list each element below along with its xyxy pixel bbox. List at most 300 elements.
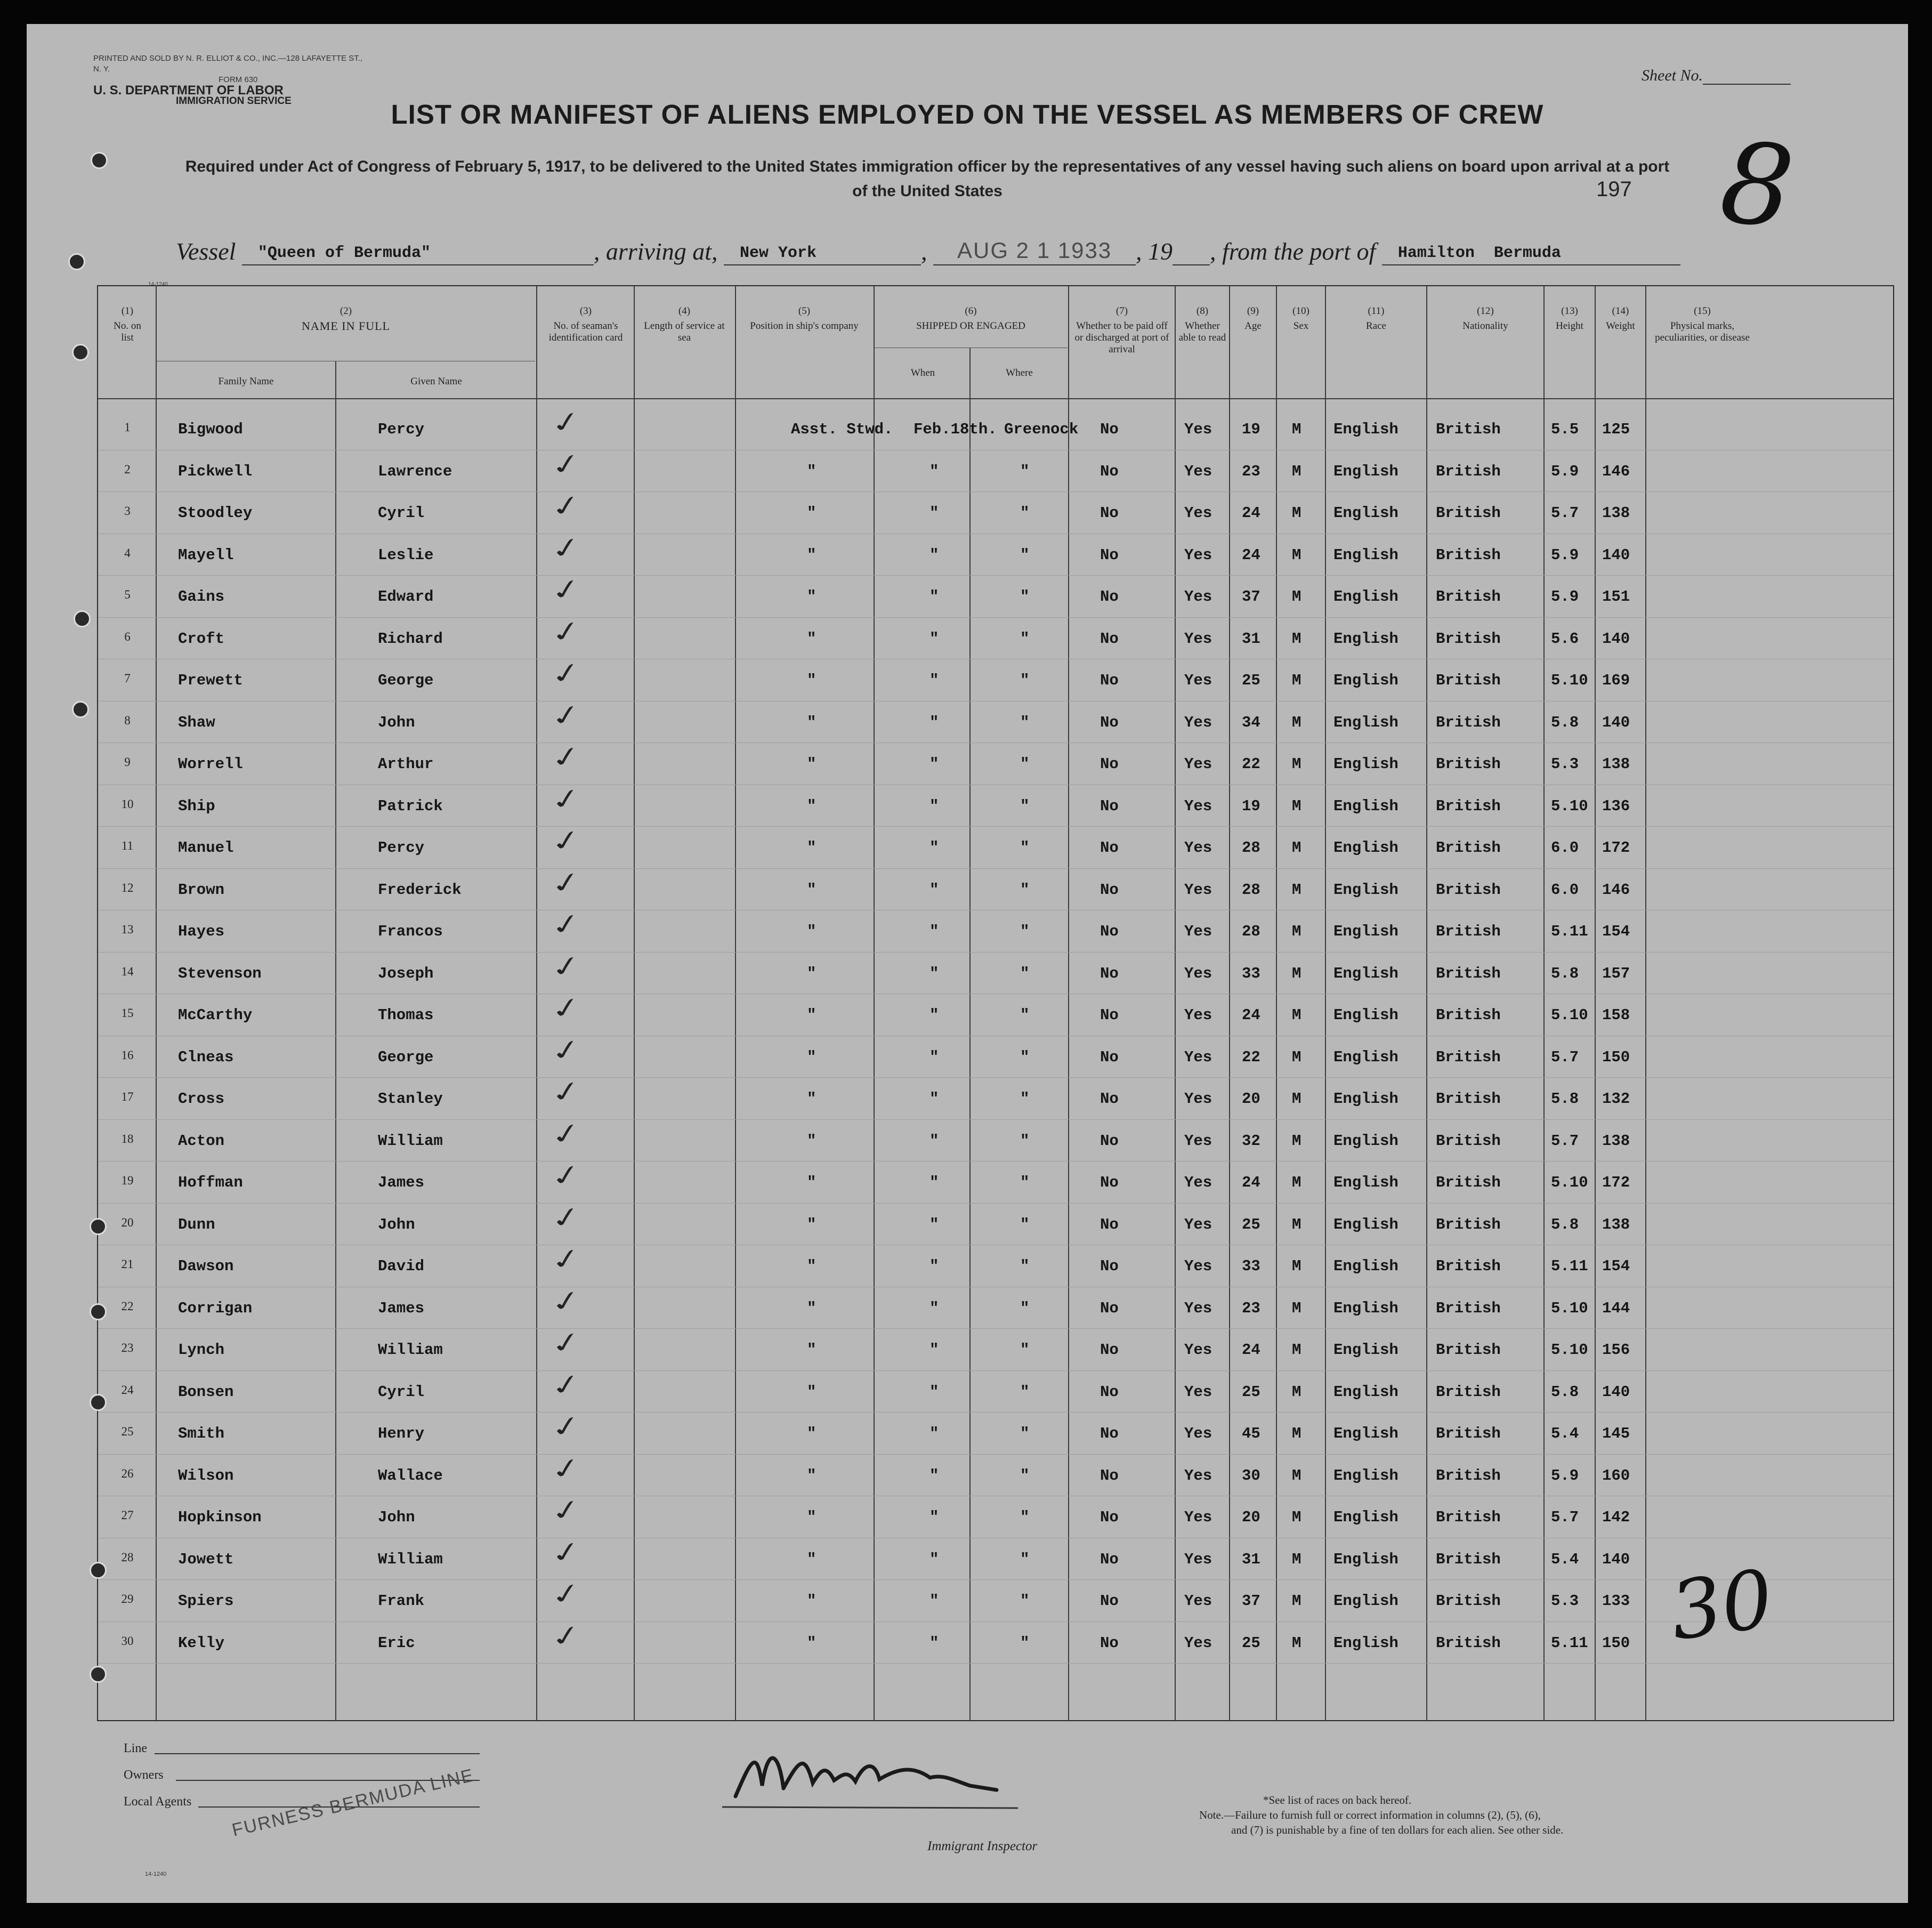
race-cell: English <box>1333 1341 1399 1359</box>
printer-line: PRINTED AND SOLD BY N. R. ELLIOT & CO., INC.—128 LAFAYETTE ST., N. Y. <box>93 54 363 74</box>
check-mark-icon: ✓ <box>547 1241 586 1277</box>
shipped-when-cell: " <box>929 546 939 564</box>
nationality-cell: British <box>1436 1090 1501 1108</box>
race-cell: English <box>1333 839 1399 857</box>
able-to-read-cell: Yes <box>1184 1592 1212 1610</box>
age-cell: 28 <box>1242 839 1260 857</box>
nationality-cell: British <box>1436 462 1501 480</box>
given-name-cell: Percy <box>378 839 425 857</box>
shipped-when-cell: " <box>929 713 939 731</box>
race-cell: English <box>1333 1383 1399 1401</box>
able-to-read-cell: Yes <box>1184 588 1212 606</box>
age-cell: 37 <box>1242 1592 1260 1610</box>
able-to-read-cell: Yes <box>1184 1090 1212 1108</box>
check-mark-icon: ✓ <box>547 1493 586 1528</box>
weight-cell: 140 <box>1602 1550 1630 1568</box>
header-where: Where <box>1006 367 1033 378</box>
shipped-where-cell: " <box>1020 1592 1030 1610</box>
given-name-cell: Arthur <box>378 755 434 773</box>
age-cell: 33 <box>1242 964 1260 982</box>
line-label: Line <box>124 1741 147 1755</box>
height-cell: 5.10 <box>1551 672 1588 689</box>
header-shipped: (6) SHIPPED OR ENGAGED <box>916 305 1025 332</box>
check-mark-icon: ✓ <box>547 1116 586 1152</box>
age-cell: 20 <box>1242 1090 1260 1108</box>
sex-cell: M <box>1292 1048 1302 1066</box>
given-name-cell: Francos <box>378 923 443 940</box>
height-cell: 5.8 <box>1551 1383 1579 1401</box>
sex-cell: M <box>1292 1132 1302 1150</box>
nationality-cell: British <box>1436 1215 1501 1233</box>
nationality-cell: British <box>1436 1299 1501 1317</box>
given-name-cell: James <box>378 1299 425 1317</box>
weight-cell: 157 <box>1602 964 1630 982</box>
paid-off-cell: No <box>1100 1006 1119 1024</box>
nationality-cell: British <box>1436 1006 1501 1024</box>
shipped-when-cell: " <box>929 1048 939 1066</box>
sex-cell: M <box>1292 923 1302 940</box>
given-name-cell: William <box>378 1132 443 1150</box>
row-number: 1 <box>124 421 131 434</box>
shipped-when-cell: " <box>929 839 939 857</box>
shipped-when-cell: " <box>929 1090 939 1108</box>
check-mark-icon: ✓ <box>547 1576 586 1612</box>
header-position: (5) Position in ship's company <box>750 305 859 332</box>
row-number: 24 <box>121 1383 134 1397</box>
height-cell: 5.11 <box>1551 923 1588 940</box>
position-cell: " <box>807 1383 817 1401</box>
height-cell: 5.9 <box>1551 588 1579 606</box>
weight-cell: 146 <box>1602 881 1630 899</box>
given-name-cell: Lawrence <box>378 462 452 480</box>
weight-cell: 138 <box>1602 755 1630 773</box>
position-cell: " <box>807 588 817 606</box>
check-mark-icon: ✓ <box>547 1618 586 1654</box>
paid-off-cell: No <box>1100 421 1119 438</box>
family-name-cell: Jowett <box>178 1550 234 1568</box>
sex-cell: M <box>1292 421 1302 438</box>
check-mark-icon: ✓ <box>547 1534 586 1570</box>
paid-off-cell: No <box>1100 1466 1119 1485</box>
check-mark-icon: ✓ <box>547 530 586 566</box>
position-cell: " <box>807 1341 817 1359</box>
given-name-cell: James <box>378 1174 425 1191</box>
row-number: 26 <box>121 1466 134 1480</box>
from-port: Hamilton Bermuda <box>1397 244 1561 262</box>
paid-off-cell: No <box>1100 1090 1119 1108</box>
weight-cell: 138 <box>1602 504 1630 522</box>
table-row <box>98 1409 1893 1461</box>
given-name-cell: Richard <box>378 630 443 648</box>
able-to-read-cell: Yes <box>1184 504 1212 522</box>
given-name-cell: Frank <box>378 1592 425 1610</box>
table-row <box>98 1576 1893 1628</box>
vessel-name: "Queen of Bermuda" <box>257 244 431 262</box>
age-cell: 33 <box>1242 1257 1260 1275</box>
paid-off-cell: No <box>1100 797 1119 815</box>
age-cell: 19 <box>1242 421 1260 438</box>
age-cell: 25 <box>1242 1215 1260 1233</box>
check-mark-icon: ✓ <box>547 907 586 942</box>
weight-cell: 133 <box>1602 1592 1630 1610</box>
year-blank <box>1173 240 1210 265</box>
paid-off-cell: No <box>1100 1299 1119 1317</box>
position-cell: " <box>807 1425 817 1442</box>
able-to-read-cell: Yes <box>1184 1425 1212 1442</box>
weight-cell: 160 <box>1602 1466 1630 1485</box>
table-row <box>98 1618 1893 1670</box>
able-to-read-cell: Yes <box>1184 1383 1212 1401</box>
row-number: 16 <box>121 1048 134 1062</box>
binder-hole <box>72 701 89 718</box>
age-cell: 32 <box>1242 1132 1260 1150</box>
shipped-when-cell: " <box>929 1174 939 1191</box>
shipped-when-cell: " <box>929 1257 939 1275</box>
family-name-cell: Prewett <box>178 672 243 689</box>
race-cell: English <box>1333 1048 1399 1066</box>
nationality-cell: British <box>1436 797 1501 815</box>
row-number: 17 <box>121 1090 134 1103</box>
family-name-cell: Lynch <box>178 1341 225 1359</box>
nationality-cell: British <box>1436 672 1501 689</box>
vessel-line: Vessel "Queen of Bermuda" , arriving at, New York , AUG 2 1 1933 , 19 , from the port of Hamilton Bermuda <box>176 237 1695 265</box>
race-cell: English <box>1333 1090 1399 1108</box>
arriving-port: New York <box>739 244 817 262</box>
shipped-where-cell: " <box>1020 797 1030 815</box>
sex-cell: M <box>1292 797 1302 815</box>
family-name-cell: Spiers <box>178 1592 234 1610</box>
nationality-cell: British <box>1436 881 1501 899</box>
row-number: 5 <box>124 588 131 601</box>
height-cell: 5.4 <box>1551 1550 1579 1568</box>
position-cell: " <box>807 1048 817 1066</box>
able-to-read-cell: Yes <box>1184 713 1212 731</box>
table-row <box>98 865 1893 917</box>
paid-off-cell: No <box>1100 1048 1119 1066</box>
position-cell: " <box>807 1257 817 1275</box>
shipped-when-cell: " <box>929 881 939 899</box>
shipped-where-cell: " <box>1020 1341 1030 1359</box>
race-cell: English <box>1333 1425 1399 1442</box>
header-family-name: Family Name <box>218 376 274 387</box>
family-name-cell: Stevenson <box>178 964 262 982</box>
position-cell: " <box>807 1215 817 1233</box>
weight-cell: 140 <box>1602 1383 1630 1401</box>
binder-hole <box>74 610 91 627</box>
weight-cell: 125 <box>1602 421 1630 438</box>
row-number: 19 <box>121 1174 134 1187</box>
check-mark-icon: ✓ <box>547 1032 586 1068</box>
position-cell: " <box>807 881 817 899</box>
note-line: *See list of races on back hereof. <box>1263 1794 1412 1806</box>
family-name-cell: Pickwell <box>178 462 253 480</box>
shipped-where-cell: " <box>1020 1174 1030 1191</box>
sex-cell: M <box>1292 713 1302 731</box>
race-cell: English <box>1333 1174 1399 1191</box>
nationality-cell: British <box>1436 1383 1501 1401</box>
binder-hole <box>91 152 108 169</box>
weight-cell: 169 <box>1602 672 1630 689</box>
age-cell: 28 <box>1242 881 1260 899</box>
header-sex: (10) Sex <box>1292 305 1309 332</box>
nationality-cell: British <box>1436 1132 1501 1150</box>
weight-cell: 144 <box>1602 1299 1630 1317</box>
row-number: 21 <box>121 1257 134 1271</box>
check-mark-icon: ✓ <box>547 1074 586 1110</box>
position-cell: Asst. Stwd. <box>791 421 893 438</box>
weight-cell: 142 <box>1602 1508 1630 1526</box>
year-prefix: 197 <box>1596 178 1632 201</box>
race-cell: English <box>1333 755 1399 773</box>
table-row <box>98 1450 1893 1503</box>
position-cell: " <box>807 1006 817 1024</box>
handwritten-sheet-number: 8 <box>1715 116 1800 254</box>
table-row <box>98 948 1893 1001</box>
shipped-where-cell: " <box>1020 1299 1030 1317</box>
sex-cell: M <box>1292 1215 1302 1233</box>
paid-off-cell: No <box>1100 1425 1119 1442</box>
given-name-cell: David <box>378 1257 425 1275</box>
weight-cell: 140 <box>1602 713 1630 731</box>
height-cell: 5.9 <box>1551 1466 1579 1485</box>
check-mark-icon: ✓ <box>547 572 586 608</box>
form-number: FORM 630 <box>219 75 258 84</box>
paid-off-cell: No <box>1100 1174 1119 1191</box>
paid-off-cell: No <box>1100 1634 1119 1652</box>
family-name-cell: Cross <box>178 1090 225 1108</box>
row-number: 2 <box>124 462 131 476</box>
sex-cell: M <box>1292 1466 1302 1485</box>
able-to-read-cell: Yes <box>1184 1341 1212 1359</box>
header-paid-off: (7) Whether to be paid off or discharged at port of arrival <box>1074 305 1169 355</box>
paid-off-cell: No <box>1100 462 1119 480</box>
inspector-signature <box>720 1727 1093 1834</box>
owners-label: Owners <box>124 1768 164 1782</box>
shipped-where-cell: " <box>1020 1257 1030 1275</box>
shipped-when-cell: " <box>929 462 939 480</box>
table-row <box>98 1325 1893 1377</box>
paid-off-cell: No <box>1100 1550 1119 1568</box>
check-mark-icon: ✓ <box>547 781 586 817</box>
family-name-cell: Ship <box>178 797 215 815</box>
check-mark-icon: ✓ <box>547 1283 586 1319</box>
age-cell: 34 <box>1242 713 1260 731</box>
shipped-when-cell: " <box>929 797 939 815</box>
paid-off-cell: No <box>1100 546 1119 564</box>
weight-cell: 154 <box>1602 923 1630 940</box>
family-name-cell: Hayes <box>178 923 225 940</box>
family-name-cell: Mayell <box>178 546 234 564</box>
nationality-cell: British <box>1436 923 1501 940</box>
table-row <box>98 572 1893 624</box>
able-to-read-cell: Yes <box>1184 546 1212 564</box>
age-cell: 31 <box>1242 630 1260 648</box>
sheet-number-label: Sheet No. <box>1642 67 1703 84</box>
sex-cell: M <box>1292 546 1302 564</box>
position-cell: " <box>807 1550 817 1568</box>
race-cell: English <box>1333 1257 1399 1275</box>
table-row <box>98 1283 1893 1335</box>
position-cell: " <box>807 713 817 731</box>
sex-cell: M <box>1292 1383 1302 1401</box>
race-cell: English <box>1333 630 1399 648</box>
given-name-cell: Henry <box>378 1425 425 1442</box>
sex-cell: M <box>1292 1341 1302 1359</box>
given-name-cell: George <box>378 1048 434 1066</box>
given-name-cell: John <box>378 1215 415 1233</box>
weight-cell: 136 <box>1602 797 1630 815</box>
race-cell: English <box>1333 1466 1399 1485</box>
paid-off-cell: No <box>1100 923 1119 940</box>
able-to-read-cell: Yes <box>1184 755 1212 773</box>
height-cell: 5.9 <box>1551 546 1579 564</box>
sex-cell: M <box>1292 1006 1302 1024</box>
race-cell: English <box>1333 421 1399 438</box>
shipped-when-cell: " <box>929 1299 939 1317</box>
able-to-read-cell: Yes <box>1184 797 1212 815</box>
weight-cell: 151 <box>1602 588 1630 606</box>
height-cell: 5.5 <box>1551 421 1579 438</box>
sex-cell: M <box>1292 462 1302 480</box>
position-cell: " <box>807 1634 817 1652</box>
check-mark-icon: ✓ <box>547 446 586 482</box>
given-name-cell: Wallace <box>378 1466 443 1485</box>
shipped-where-cell: " <box>1020 1383 1030 1401</box>
shipped-where-cell: " <box>1020 923 1030 940</box>
date-field <box>933 240 1136 265</box>
race-cell: English <box>1333 1592 1399 1610</box>
age-cell: 37 <box>1242 588 1260 606</box>
age-cell: 31 <box>1242 1550 1260 1568</box>
shipped-when-cell: " <box>929 1006 939 1024</box>
table-row <box>98 1074 1893 1126</box>
shipped-where-cell: " <box>1020 839 1030 857</box>
from-label: , from the port of <box>1209 238 1376 265</box>
position-cell: " <box>807 1132 817 1150</box>
footer-note <box>1199 1793 1796 1837</box>
shipped-where-cell: " <box>1020 755 1030 773</box>
given-name-cell: Percy <box>378 421 425 438</box>
row-number: 4 <box>124 546 131 560</box>
sex-cell: M <box>1292 1592 1302 1610</box>
shipped-when-cell: " <box>929 1634 939 1652</box>
weight-cell: 154 <box>1602 1257 1630 1275</box>
table-row <box>98 405 1893 456</box>
height-cell: 5.9 <box>1551 462 1579 480</box>
weight-cell: 145 <box>1602 1425 1630 1442</box>
shipped-when-cell: " <box>929 755 939 773</box>
shipped-where-cell: " <box>1020 1215 1030 1233</box>
position-cell: " <box>807 1299 817 1317</box>
nationality-cell: British <box>1436 1508 1501 1526</box>
row-number: 7 <box>124 672 131 685</box>
able-to-read-cell: Yes <box>1184 630 1212 648</box>
sex-cell: M <box>1292 1550 1302 1568</box>
paid-off-cell: No <box>1100 881 1119 899</box>
age-cell: 22 <box>1242 755 1260 773</box>
requirement-line: of the United States <box>852 182 1003 200</box>
row-number: 3 <box>124 504 131 518</box>
handwritten-total: 30 <box>1664 1552 1779 1659</box>
sex-cell: M <box>1292 964 1302 982</box>
position-cell: " <box>807 923 817 940</box>
paid-off-cell: No <box>1100 672 1119 689</box>
sex-cell: M <box>1292 672 1302 689</box>
row-number: 30 <box>121 1634 134 1648</box>
shipped-where-cell: " <box>1020 630 1030 648</box>
shipped-where-cell: " <box>1020 504 1030 522</box>
crew-manifest-table <box>97 285 1894 1721</box>
shipped-where-cell: " <box>1020 462 1030 480</box>
header-weight: (14) Weight <box>1606 305 1635 332</box>
weight-cell: 146 <box>1602 462 1630 480</box>
family-name-cell: Acton <box>178 1132 225 1150</box>
row-number: 12 <box>121 881 134 894</box>
sex-cell: M <box>1292 839 1302 857</box>
check-mark-icon: ✓ <box>547 865 586 901</box>
row-number: 15 <box>121 1006 134 1020</box>
height-cell: 5.3 <box>1551 1592 1579 1610</box>
height-cell: 5.8 <box>1551 964 1579 982</box>
able-to-read-cell: Yes <box>1184 1550 1212 1568</box>
sex-cell: M <box>1292 1508 1302 1526</box>
position-cell: " <box>807 1174 817 1191</box>
table-row <box>98 614 1893 666</box>
able-to-read-cell: Yes <box>1184 1048 1212 1066</box>
year-label: , 19 <box>1135 238 1173 265</box>
shipped-where-cell: " <box>1020 1425 1030 1442</box>
age-cell: 24 <box>1242 1006 1260 1024</box>
age-cell: 25 <box>1242 1634 1260 1652</box>
form-code-footer: 14-1240 <box>145 1871 167 1877</box>
header-given-name: Given Name <box>410 376 462 387</box>
row-number: 14 <box>121 964 134 978</box>
nationality-cell: British <box>1436 1257 1501 1275</box>
age-cell: 20 <box>1242 1508 1260 1526</box>
requirement-line: Required under Act of Congress of February 5, 1917, to be delivered to the United States immigration officer by the representatives of any vessel having such aliens on board upon arrival at a port <box>185 158 1670 175</box>
binder-hole <box>90 1394 107 1411</box>
row-number: 10 <box>121 797 134 811</box>
shipped-where-cell: " <box>1020 1508 1030 1526</box>
header-name: (2) NAME IN FULL <box>302 305 390 333</box>
age-cell: 45 <box>1242 1425 1260 1442</box>
given-name-cell: John <box>378 1508 415 1526</box>
height-cell: 5.10 <box>1551 797 1588 815</box>
position-cell: " <box>807 504 817 522</box>
family-name-cell: Hopkinson <box>178 1508 262 1526</box>
shipped-when-cell: " <box>929 923 939 940</box>
row-number: 11 <box>121 839 134 852</box>
department-name: U. S. DEPARTMENT OF LABOR <box>93 83 284 98</box>
age-cell: 25 <box>1242 1383 1260 1401</box>
row-number: 18 <box>121 1132 134 1145</box>
paid-off-cell: No <box>1100 1383 1119 1401</box>
binder-hole <box>90 1303 107 1320</box>
local-agents-label: Local Agents <box>124 1795 192 1809</box>
family-name-cell: Smith <box>178 1425 225 1442</box>
shipped-where-cell: " <box>1020 713 1030 731</box>
check-mark-icon: ✓ <box>547 990 586 1026</box>
sex-cell: M <box>1292 1257 1302 1275</box>
weight-cell: 172 <box>1602 1174 1630 1191</box>
position-cell: " <box>807 546 817 564</box>
age-cell: 25 <box>1242 672 1260 689</box>
given-name-cell: Eric <box>378 1634 415 1652</box>
check-mark-icon: ✓ <box>547 1158 586 1193</box>
header-no: (1) No. on list <box>114 305 141 343</box>
shipped-when-cell: " <box>929 1383 939 1401</box>
binder-hole <box>72 344 89 361</box>
